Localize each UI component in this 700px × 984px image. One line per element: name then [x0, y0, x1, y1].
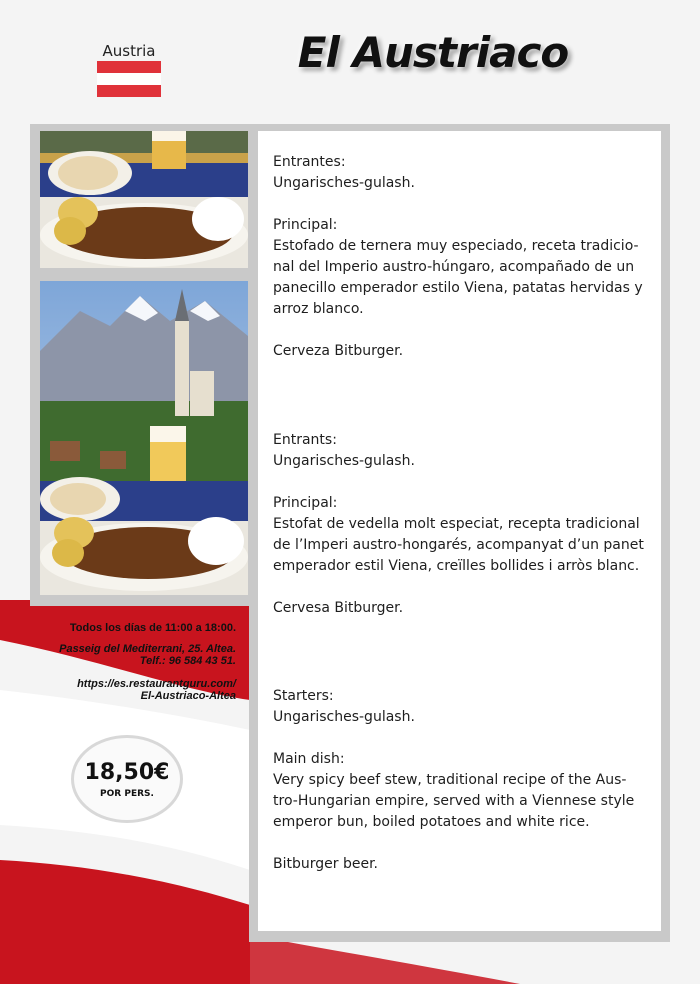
drink-item: Cerveza Bitburger.: [273, 343, 404, 359]
main-line: nal del Imperio austro-húngaro, acompañado de un: [273, 259, 635, 275]
austria-flag-icon: [97, 61, 161, 97]
main-label: Principal:: [273, 495, 338, 511]
website-link[interactable]: [40, 678, 236, 702]
main-line: Estofat de vedella molt especiat, recepta tradicional: [273, 516, 640, 532]
menu-english: [273, 686, 648, 875]
menu-spanish: [273, 152, 648, 362]
starters-label: Entrants:: [273, 432, 337, 448]
starters-item: Ungarisches-gulash.: [273, 709, 415, 725]
restaurant-title: El Austriaco: [297, 28, 569, 77]
main-line: de l’Imperi austro-hongarés, acompanyat d’un panet: [273, 537, 644, 553]
tyrol-church-photo: [40, 281, 248, 595]
country-label: Austria: [102, 42, 156, 60]
price-amount: 18,50€: [84, 760, 170, 785]
starters-label: Entrantes:: [273, 154, 346, 170]
price-unit: POR PERS.: [100, 789, 154, 799]
main-label: Main dish:: [273, 751, 345, 767]
main-line: arroz blanco.: [273, 301, 364, 317]
price-badge: [74, 738, 180, 820]
main-line: panecillo emperador estilo Viena, patatas hervidas y: [273, 280, 643, 296]
drink-item: Bitburger beer.: [273, 856, 378, 872]
phone-line: Telf.: 96 584 43 51.: [139, 655, 236, 667]
starters-item: Ungarisches-gulash.: [273, 453, 415, 469]
url-line: https://es.restaurantguru.com/: [77, 678, 236, 690]
url-line: El-Austriaco-Altea: [140, 690, 236, 702]
main-line: tro-Hungarian empire, served with a Viennese style: [273, 793, 635, 809]
main-line: Very spicy beef stew, traditional recipe of the Aus-: [273, 772, 627, 788]
starters-item: Ungarisches-gulash.: [273, 175, 415, 191]
goulash-photo: [40, 131, 248, 268]
opening-hours: Todos los días de 11:00 a 18:00.: [69, 622, 236, 634]
starters-label: Starters:: [273, 688, 334, 704]
drink-item: Cervesa Bitburger.: [273, 600, 404, 616]
main-label: Principal:: [273, 217, 338, 233]
address-block: [40, 643, 236, 667]
main-line: emperador estil Viena, creïlles bollides i arròs blanc.: [273, 558, 640, 574]
main-line: emperor bun, boiled potatoes and white rice.: [273, 814, 590, 830]
main-line: Estofado de ternera muy especiado, receta tradicio-: [273, 238, 639, 254]
menu-catalan: [273, 430, 648, 619]
address-line: Passeig del Mediterrani, 25. Altea.: [59, 643, 236, 655]
